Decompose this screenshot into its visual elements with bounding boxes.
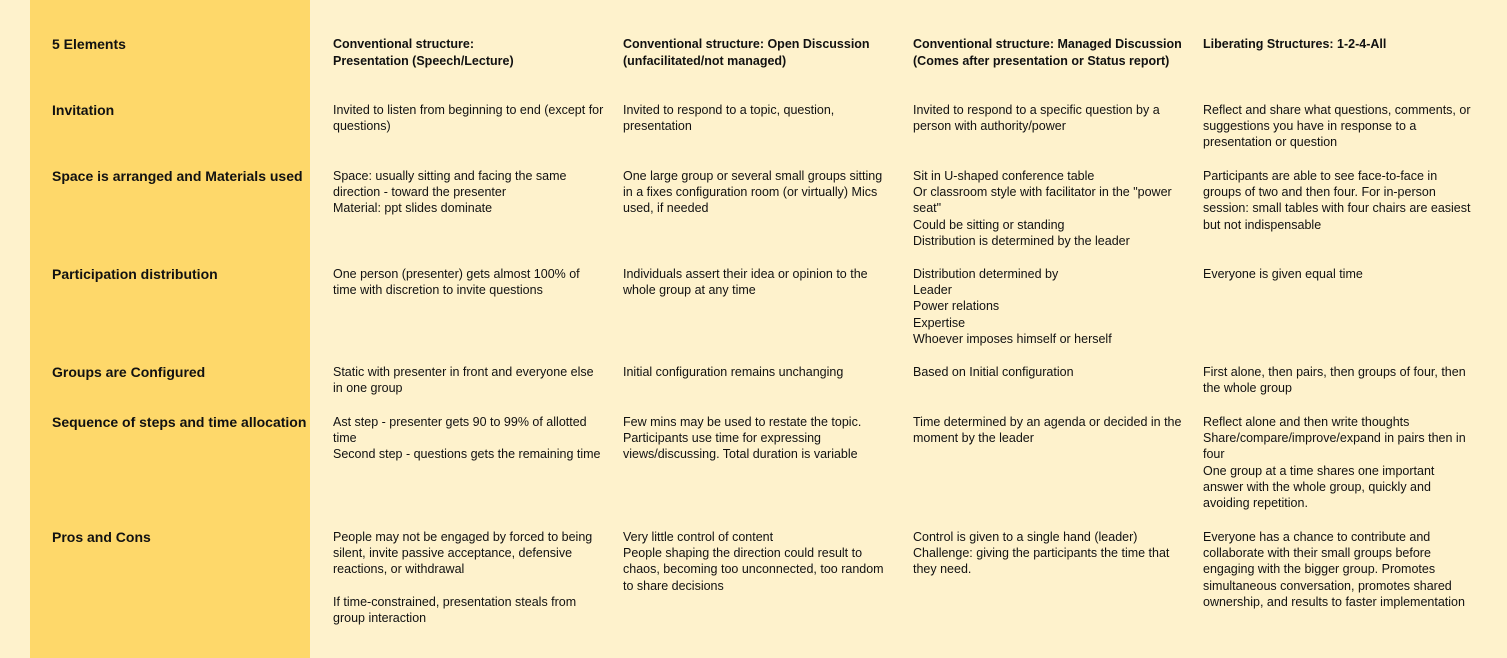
table-cell: Time determined by an agenda or decided in the moment by the leader (913, 415, 1182, 446)
row-label-participation-distribution: Participation distribution (52, 266, 218, 282)
table-cell: Control is given to a single hand (leader) Challenge: giving the participants the time that they need. (913, 530, 1170, 577)
table-cell: Reflect and share what questions, comments, or suggestions you have in response to a presentation or question (1203, 103, 1471, 150)
row-label-sequence-time: Sequence of steps and time allocation (52, 414, 307, 430)
table-cell: Distribution determined by Leader Power relations Expertise Whoever imposes himself or herself (913, 267, 1112, 346)
column-header-liberating-structures: Liberating Structures: 1-2-4-All (1203, 37, 1387, 51)
table-cell: Everyone is given equal time (1203, 267, 1363, 281)
table-cell: Participants are able to see face-to-face in groups of two and then four. For in-person session: small tables with four chairs are easiest but not indispensable (1203, 169, 1471, 232)
row-label-pros-cons: Pros and Cons (52, 529, 151, 545)
table-cell: First alone, then pairs, then groups of four, then the whole group (1203, 365, 1466, 396)
table-cell: Static with presenter in front and everyone else in one group (333, 365, 594, 396)
table-cell: Very little control of content People shaping the direction could result to chaos, becoming too unconnected, too random to share decisions (623, 530, 884, 593)
header-elements-label: 5 Elements (52, 36, 126, 52)
table-cell: One large group or several small groups sitting in a fixes configuration room (or virtually) Mics used, if needed (623, 169, 883, 216)
column-header-managed-discussion: Conventional structure: Managed Discussion (Comes after presentation or Status report) (913, 37, 1182, 68)
table-cell: Everyone has a chance to contribute and collaborate with their small groups before engaging with the bigger group. Promotes simultaneous conversation, promotes shared ownership, and results to faster implementation (1203, 530, 1465, 609)
table-cell: Invited to respond to a topic, question, presentation (623, 103, 835, 134)
column-header-open-discussion: Conventional structure: Open Discussion (unfacilitated/not managed) (623, 37, 870, 68)
row-label-space-materials: Space is arranged and Materials used (52, 168, 303, 184)
table-cell: Few mins may be used to restate the topic. Participants use time for expressing views/discussing. Total duration is variable (623, 415, 862, 462)
table-cell: Individuals assert their idea or opinion to the whole group at any time (623, 267, 868, 298)
table-cell: Space: usually sitting and facing the same direction - toward the presenter Material: ppt slides dominate (333, 169, 567, 216)
row-label-invitation: Invitation (52, 102, 115, 118)
row-label-groups-configured: Groups are Configured (52, 364, 206, 380)
table-cell: Invited to respond to a specific question by a person with authority/power (913, 103, 1160, 134)
table-cell: Ast step - presenter gets 90 to 99% of allotted time Second step - questions gets the remaining time (333, 415, 601, 462)
table-cell: Initial configuration remains unchanging (623, 365, 844, 379)
table-cell: Reflect alone and then write thoughts Share/compare/improve/expand in pairs then in four One group at a time shares one important answer with the whole group, quickly and avoiding repetition. (1203, 415, 1466, 511)
table-cell: Sit in U-shaped conference table Or classroom style with facilitator in the "power seat" Could be sitting or standing Distribution is determined by the leader (913, 169, 1172, 248)
table-cell: One person (presenter) gets almost 100% of time with discretion to invite questions (333, 267, 580, 298)
column-header-presentation: Conventional structure: Presentation (Speech/Lecture) (333, 37, 514, 68)
table-cell: Invited to listen from beginning to end (except for questions) (333, 103, 604, 134)
table-cell: Based on Initial configuration (913, 365, 1074, 379)
table-cell: People may not be engaged by forced to being silent, invite passive acceptance, defensive reactions, or withdrawal If time-constrained, presentation steals from group interaction (333, 530, 593, 626)
